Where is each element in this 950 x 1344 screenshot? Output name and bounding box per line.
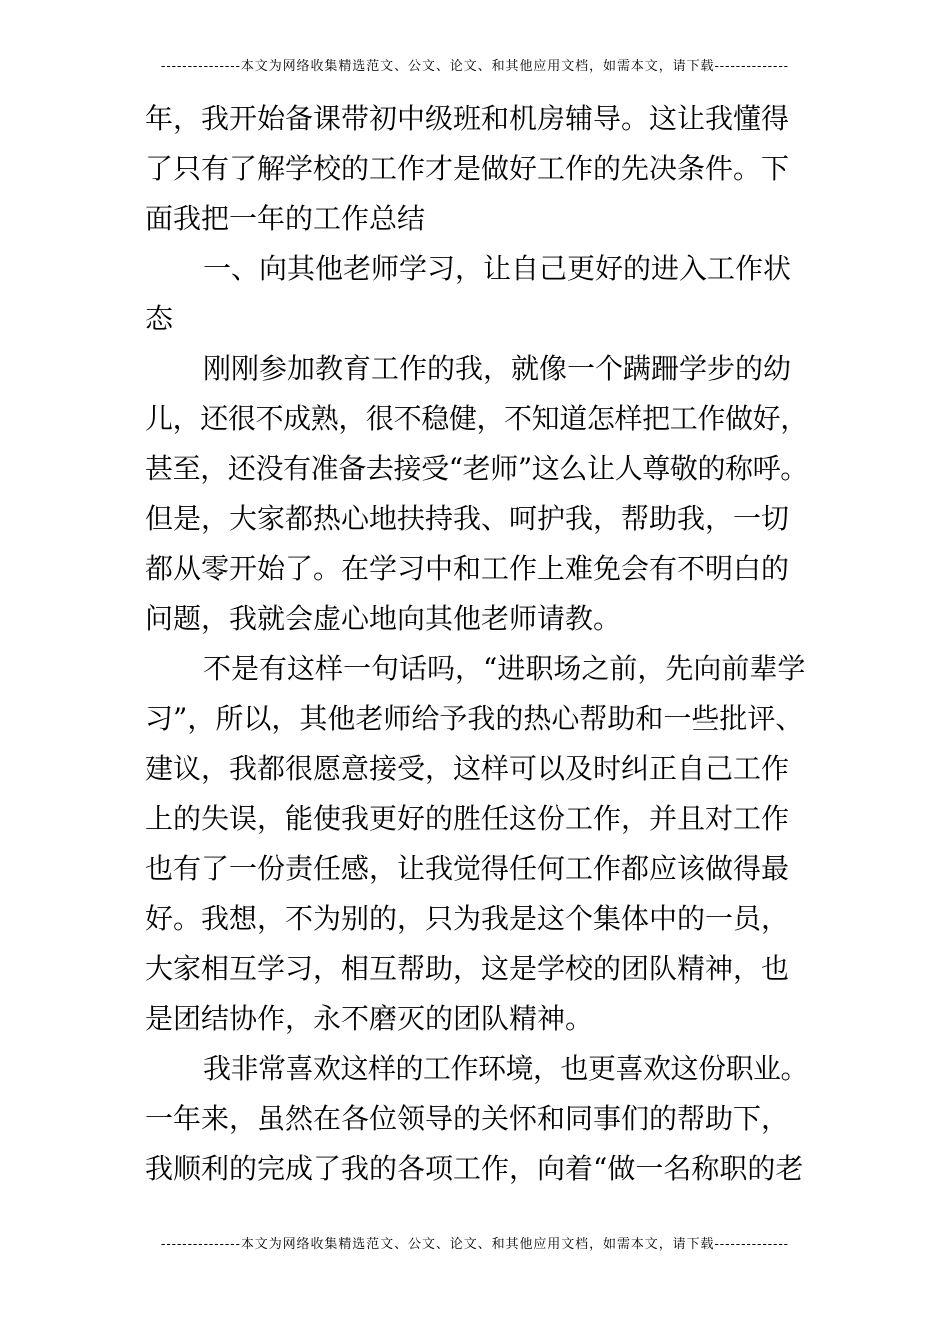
text-line: 问题，我就会虚心地向其他老师请教。 (145, 602, 622, 635)
text-line: 一、向其他老师学习，让自己更好的进入工作状 (203, 252, 792, 285)
text-line: 不是有这样一句话吗，“进职场之前，先向前辈学 (203, 652, 806, 685)
text-line: 年，我开始备课带初中级班和机房辅导。这让我懂得 (145, 102, 790, 135)
text-line: 甚至，还没有准备去接受“老师”这么让人尊敬的称呼。 (145, 452, 808, 485)
text-line: 一年来，虽然在各位领导的关怀和同事们的帮助下， (145, 1102, 790, 1135)
text-line: 都从零开始了。在学习中和工作上难免会有不明白的 (145, 552, 790, 585)
text-line: 刚刚参加教育工作的我，就像一个蹒跚学步的幼 (203, 352, 792, 385)
text-line: 但是，大家都热心地扶持我、呵护我，帮助我，一切 (145, 502, 790, 535)
text-line: 面我把一年的工作总结 (145, 202, 426, 235)
text-line: 了只有了解学校的工作才是做好工作的先决条件。下 (145, 152, 790, 185)
document-body (145, 94, 808, 1194)
text-line: 我非常喜欢这样的工作环境，也更喜欢这份职业。 (203, 1052, 809, 1085)
page-footer: ---------------本文为网络收集精选范文、公文、论文、和其他应用文档，如需本文，请下载-------------- (161, 1237, 789, 1252)
text-line: 习”，所以，其他老师给予我的热心帮助和一些批评、 (145, 702, 804, 735)
page-header: ---------------本文为网络收集精选范文、公文、论文、和其他应用文档，如需本文，请下载-------------- (161, 59, 789, 74)
text-line: 我顺利的完成了我的各项工作，向着“做一名称职的老 (145, 1152, 804, 1185)
text-line: 好。我想，不为别的，只为我是这个集体中的一员， (145, 902, 790, 935)
text-line: 也有了一份责任感，让我觉得任何工作都应该做得最 (145, 852, 790, 885)
text-line: 上的失误，能使我更好的胜任这份工作，并且对工作 (145, 802, 790, 835)
text-line: 建议，我都很愿意接受，这样可以及时纠正自己工作 (145, 752, 790, 785)
text-line: 态 (145, 302, 174, 335)
text-line: 儿，还很不成熟，很不稳健，不知道怎样把工作做好， (145, 402, 808, 435)
text-line: 是团结协作，永不磨灭的团队精神。 (145, 1002, 594, 1035)
text-line: 大家相互学习，相互帮助，这是学校的团队精神，也 (145, 952, 790, 985)
